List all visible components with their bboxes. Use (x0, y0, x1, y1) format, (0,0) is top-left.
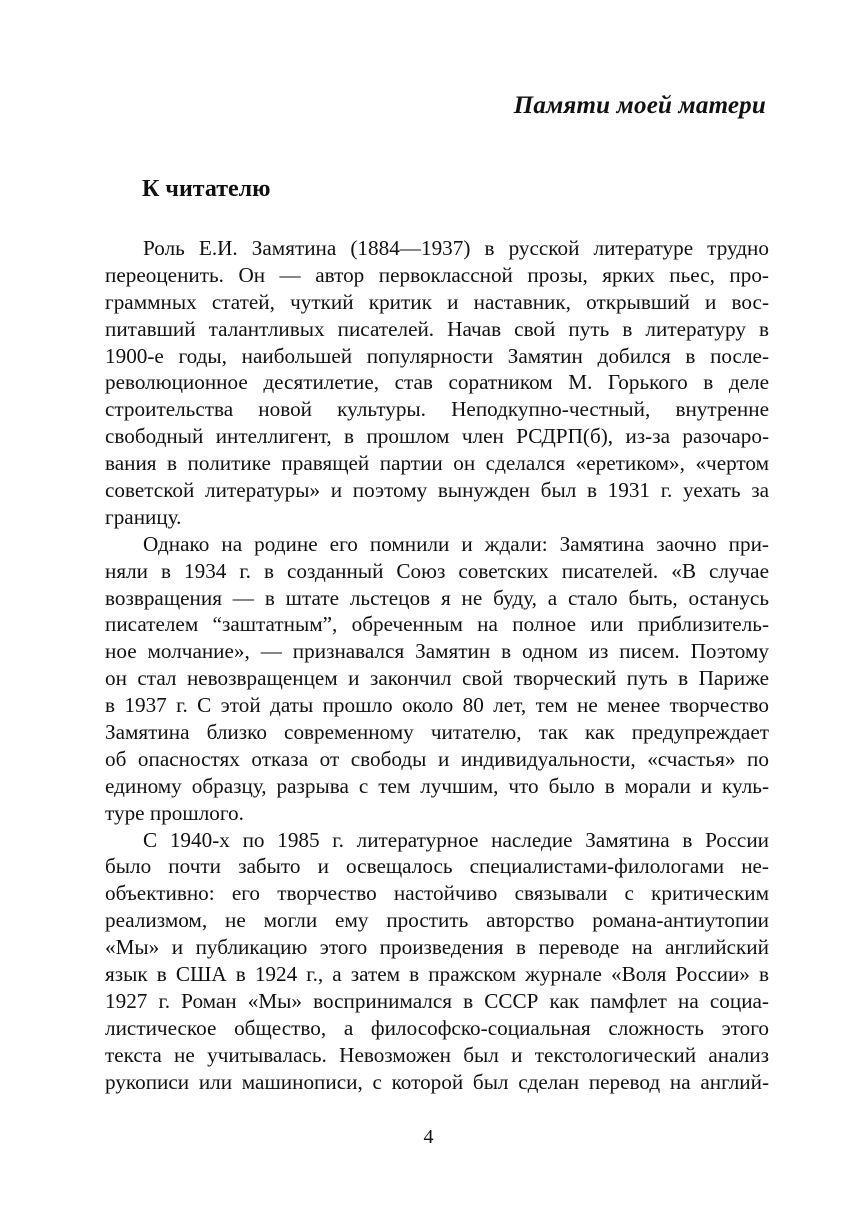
paragraph-2-line-9: об опасностях отказа от свободы и индивидуальности, «счастья» по (105, 746, 769, 771)
paragraph-3-line-1: С 1940-х по 1985 г. литературное наследие Замятина в России (143, 827, 769, 852)
paragraph-1-line-6: революционное десятилетие, став соратником М. Горького в деле (105, 370, 769, 395)
paragraph-1-line-3: граммных статей, чуткий критик и наставник, открывший и вос- (105, 289, 769, 314)
paragraph-1-line-7: строительства новой культуры. Неподкупно-честный, внутренне (105, 397, 769, 422)
paragraph-3-line-5: «Мы» и публикацию этого произведения в переводе на английский (105, 935, 769, 960)
section-heading: К читателю (142, 176, 271, 202)
paragraph-2-line-5: ное молчание», — признавался Замятин в одном из писем. Поэтому (105, 639, 769, 664)
paragraph-3-line-10: рукописи или машинописи, с которой был сделан перевод на англий- (105, 1069, 769, 1094)
page-number: 4 (423, 1126, 434, 1148)
paragraph-2-line-7: в 1937 г. С этой даты прошло около 80 лет, тем не менее творчество (105, 693, 769, 718)
paragraph-1-line-2: переоценить. Он — автор первоклассной прозы, ярких пьес, про- (105, 262, 769, 287)
paragraph-2-line-8: Замятина близко современному читателю, так как предупреждает (105, 720, 769, 745)
paragraph-3-line-2: было почти забыто и освещалось специалистами-филологами не- (105, 854, 769, 879)
dedication: Памяти моей матери (513, 92, 766, 119)
paragraph-2-line-11: туре прошлого. (105, 800, 244, 825)
paragraph-3-line-7: 1927 г. Роман «Мы» воспринимался в СССР как памфлет на социа- (105, 988, 769, 1013)
body-text (105, 235, 769, 1096)
paragraph-1-line-4: питавший талантливых писателей. Начав свой путь в литературу в (105, 316, 769, 341)
paragraph-1-line-9: вания в политике правящей партии он сделался «еретиком», «чертом (105, 451, 769, 476)
paragraph-3-line-8: листическое общество, а философско-социальная сложность этого (105, 1015, 769, 1040)
paragraph-3-line-3: объективно: его творчество настойчиво связывали с критическим (105, 881, 769, 906)
paragraph-1-line-1: Роль Е.И. Замятина (1884—1937) в русской литературе трудно (143, 236, 769, 260)
paragraph-1-line-5: 1900-е годы, наибольшей популярности Замятин добился в после- (105, 343, 769, 368)
paragraph-2-line-1: Однако на родине его помнили и ждали: Замятина заочно при- (143, 531, 769, 556)
paragraph-3-line-6: язык в США в 1924 г., а затем в пражском журнале «Воля России» в (105, 962, 769, 987)
paragraph-3-line-4: реализмом, не могли ему простить авторство романа-антиутопии (105, 908, 769, 933)
paragraph-1-line-8: свободный интеллигент, в прошлом член РСДРП(б), из-за разочаро- (105, 424, 769, 449)
paragraph-1-line-10: советской литературы» и поэтому вынужден был в 1931 г. уехать за (105, 478, 769, 503)
paragraph-2-line-3: возвращения — в штате льстецов я не буду, а стало быть, останусь (105, 585, 769, 610)
paragraph-2-line-2: няли в 1934 г. в созданный Союз советских писателей. «В случае (105, 558, 769, 583)
paragraph-2-line-10: единому образцу, разрыва с тем лучшим, что было в морали и куль- (105, 773, 769, 798)
paragraph-2-line-4: писателем “заштатным”, обреченным на полное или приблизитель- (105, 612, 769, 637)
paragraph-3-line-9: текста не учитывалась. Невозможен был и текстологический анализ (105, 1042, 769, 1067)
paragraph-2-line-6: он стал невозвращенцем и закончил свой творческий путь в Париже (105, 666, 769, 691)
paragraph-1-line-11: границу. (105, 504, 182, 529)
